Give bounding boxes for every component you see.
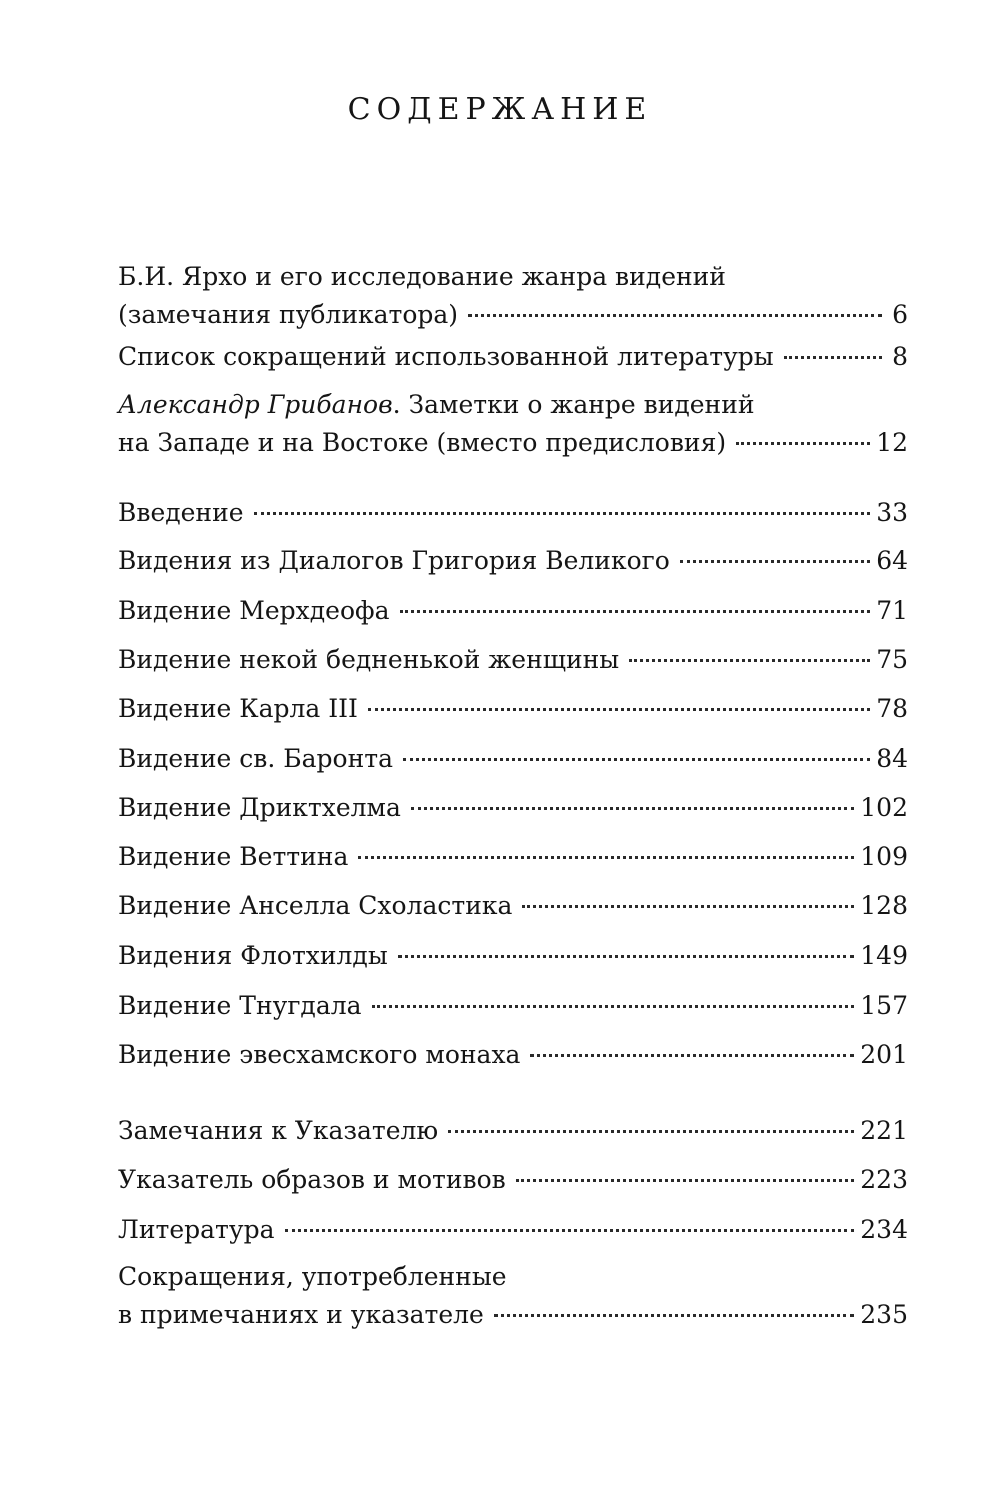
- page-title: СОДЕРЖАНИЕ: [347, 92, 653, 127]
- toc-entry-title: Указатель образов и мотивов: [118, 1165, 506, 1194]
- toc-entry-gregory-dialogues[interactable]: [118, 542, 908, 580]
- dot-leader: [411, 807, 854, 810]
- dot-leader: [358, 856, 854, 859]
- toc-entry-title: Видение Тнугдала: [118, 991, 362, 1020]
- toc-page-number: 157: [860, 991, 908, 1020]
- toc-page-number: 221: [860, 1116, 908, 1145]
- toc-entry-abbreviations-list[interactable]: [118, 338, 908, 376]
- toc-entry-title: Список сокращений использованной литературы: [118, 342, 774, 371]
- toc-page-number: 128: [860, 891, 908, 920]
- dot-leader: [400, 610, 871, 613]
- toc-entry-title: Видение эвесхамского монаха: [118, 1040, 521, 1069]
- toc-entry-title-line2: в примечаниях и указателе: [118, 1300, 484, 1329]
- toc-entry-title-line2: (замечания публикатора): [118, 300, 459, 329]
- toc-entry-eynsham-monk[interactable]: [118, 1036, 908, 1074]
- toc-entry-title: Видение св. Баронта: [118, 744, 393, 773]
- dot-leader: [680, 560, 870, 563]
- toc-entry-title: Видение Анселла Схоластика: [118, 891, 513, 920]
- toc-entry-title-line1: Сокращения, употребленные: [118, 1262, 507, 1291]
- toc-page-number: 8: [892, 342, 908, 371]
- toc-page-number: 109: [860, 842, 908, 871]
- toc-entry-yarkho-study[interactable]: [118, 258, 908, 334]
- toc-page-number: 71: [876, 596, 908, 625]
- dot-leader: [530, 1054, 854, 1057]
- toc-page-number: 75: [876, 645, 908, 674]
- toc-entry-title: Литература: [118, 1215, 275, 1244]
- dot-leader: [368, 708, 870, 711]
- toc-page-number: 102: [860, 793, 908, 822]
- toc-page-number: 235: [860, 1300, 908, 1329]
- toc-page-number: 12: [876, 428, 908, 457]
- toc-entry-title: Видения из Диалогов Григория Великого: [118, 546, 670, 575]
- toc-entry-tundale[interactable]: [118, 987, 908, 1025]
- toc-page-number: 149: [860, 941, 908, 970]
- dot-leader: [629, 659, 870, 662]
- toc-page-number: 223: [860, 1165, 908, 1194]
- toc-entry-barontus[interactable]: [118, 740, 908, 778]
- toc-entry-title-line1: . Заметки о жанре видений: [392, 390, 755, 419]
- toc-entry-gribanov-preface[interactable]: [118, 386, 908, 462]
- toc-entry-title: Введение: [118, 498, 244, 527]
- toc-page-number: 33: [876, 498, 908, 527]
- dot-leader: [285, 1229, 855, 1232]
- toc-entry-motif-index[interactable]: [118, 1161, 908, 1199]
- toc-entry-title: Видение некой бедненькой женщины: [118, 645, 620, 674]
- toc-entry-title: Видения Флотхилды: [118, 941, 388, 970]
- toc-entry-ansellus[interactable]: [118, 887, 908, 925]
- toc-page-number: 234: [860, 1215, 908, 1244]
- toc-page-number: 78: [876, 694, 908, 723]
- toc-entry-title: Видение Карла III: [118, 694, 358, 723]
- toc-entry-charles-iii[interactable]: [118, 690, 908, 728]
- toc-entry-drythelm[interactable]: [118, 789, 908, 827]
- dot-leader: [784, 356, 882, 359]
- toc-entry-title: Видение Дриктхелма: [118, 793, 401, 822]
- toc-entry-title-line2: на Западе и на Востоке (вместо предисловия): [118, 428, 727, 457]
- toc-entry-poor-woman[interactable]: [118, 641, 908, 679]
- toc-entry-wettin[interactable]: [118, 838, 908, 876]
- toc-entry-literature[interactable]: [118, 1211, 908, 1249]
- dot-leader: [522, 905, 854, 908]
- toc-entry-title: Видение Мерхдеофа: [118, 596, 390, 625]
- dot-leader: [372, 1005, 855, 1008]
- dot-leader: [736, 442, 870, 445]
- dot-leader: [254, 512, 871, 515]
- toc-entry-author: Александр Грибанов: [118, 390, 393, 419]
- dot-leader: [516, 1179, 855, 1182]
- toc-entry-merchdeof[interactable]: [118, 592, 908, 630]
- toc-entry-title: Замечания к Указателю: [118, 1116, 439, 1145]
- toc-page-number: 64: [876, 546, 908, 575]
- toc-entry-title: Видение Веттина: [118, 842, 349, 871]
- toc-entry-index-notes[interactable]: [118, 1112, 908, 1150]
- toc-page-number: 201: [860, 1040, 908, 1069]
- dot-leader: [448, 1130, 854, 1133]
- dot-leader: [468, 314, 882, 317]
- toc-entry-title-line1: Б.И. Ярхо и его исследование жанра видений: [118, 262, 726, 291]
- toc-entry-abbreviations-notes[interactable]: [118, 1258, 908, 1334]
- toc-entry-introduction[interactable]: [118, 494, 908, 532]
- toc-entry-flothilda[interactable]: [118, 937, 908, 975]
- toc-page-number: 84: [876, 744, 908, 773]
- dot-leader: [398, 955, 855, 958]
- dot-leader: [403, 758, 870, 761]
- dot-leader: [494, 1314, 854, 1317]
- toc-page-number: 6: [892, 300, 908, 329]
